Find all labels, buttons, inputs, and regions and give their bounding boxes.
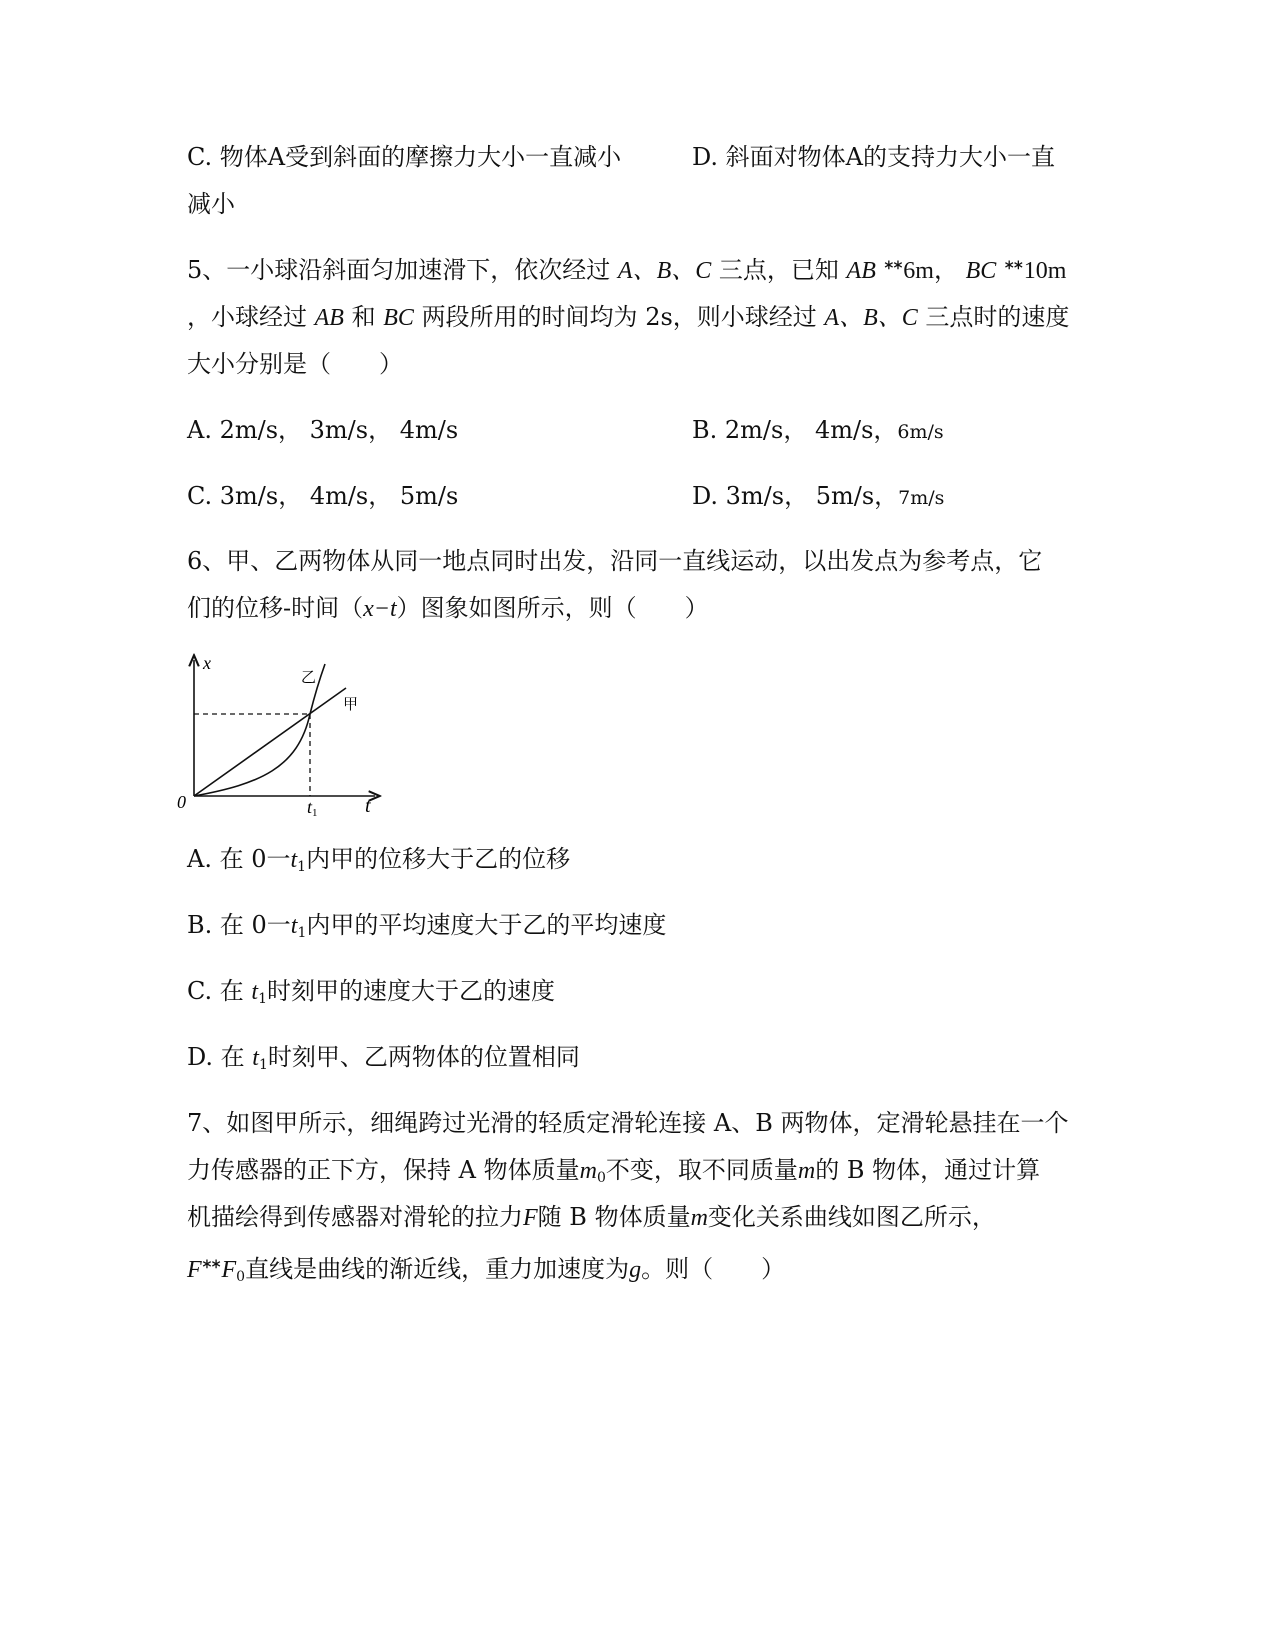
- q6-line1: 6、甲、乙两物体从同一地点同时出发，沿同一直线运动，以出发点为参考点，它: [187, 547, 1043, 575]
- q7-line3: 机描绘得到传感器对滑轮的拉力F随 B 物体质量m变化关系曲线如图乙所示，: [187, 1203, 996, 1231]
- xt-graph: [170, 650, 400, 825]
- q4-option-d: D. 斜面对物体A的支持力大小一直: [692, 143, 1055, 171]
- line-jia: [194, 688, 346, 796]
- y-axis-label: x: [203, 653, 211, 673]
- q5-option-c: C. 3m/s， 4m/s， 5m/s: [187, 482, 459, 510]
- q4-option-c: C. 物体A受到斜面的摩擦力大小一直减小: [187, 143, 622, 171]
- curve-label-yi: 乙: [301, 668, 317, 686]
- q5-line1: 5、一小球沿斜面匀加速滑下，依次经过 A、B、C 三点，已知 AB ᕯ6m， BC ᕯ10m: [187, 256, 1067, 284]
- q7-line2: 力传感器的正下方，保持 A 物体质量$m_0$不变，取不同质量m的 B 物体，通过计算: [187, 1156, 1041, 1186]
- q5-option-d: D. 3m/s， 5m/s，7m/s: [692, 482, 945, 510]
- q6-option-d: D. 在 $t_1$时刻甲、乙两物体的位置相同: [187, 1043, 580, 1073]
- q5-line3: 大小分别是（ ）: [187, 350, 403, 378]
- origin-label: 0: [177, 792, 186, 812]
- q5-option-a: A. 2m/s， 3m/s， 4m/s: [187, 416, 459, 444]
- t1-label: t1: [307, 797, 318, 819]
- q6-option-c: C. 在 $t_1$时刻甲的速度大于乙的速度: [187, 977, 555, 1007]
- q6-line2: 们的位移-时间（x−t）图象如图所示，则（ ）: [187, 594, 709, 622]
- q6-option-a: A. 在 0一$t_1$内甲的位移大于乙的位移: [187, 845, 571, 875]
- q7-line1: 7、如图甲所示，细绳跨过光滑的轻质定滑轮连接 A、B 两物体，定滑轮悬挂在一个: [187, 1109, 1069, 1137]
- q4-option-d-cont: 减小: [187, 190, 235, 218]
- q5-line2: ，小球经过 AB 和 BC 两段所用的时间均为 2s，则小球经过 A、B、C 三点时的速度: [187, 303, 1070, 331]
- q5-option-b: B. 2m/s， 4m/s，6m/s: [692, 416, 944, 444]
- line-label-jia: 甲: [343, 695, 359, 713]
- x-axis-label: t: [365, 795, 371, 817]
- q6-option-b: B. 在 0一$t_1$内甲的平均速度大于乙的平均速度: [187, 911, 667, 941]
- q7-line4: FᕯF$_0$直线是曲线的渐近线，重力加速度为g。则（ ）: [187, 1255, 786, 1285]
